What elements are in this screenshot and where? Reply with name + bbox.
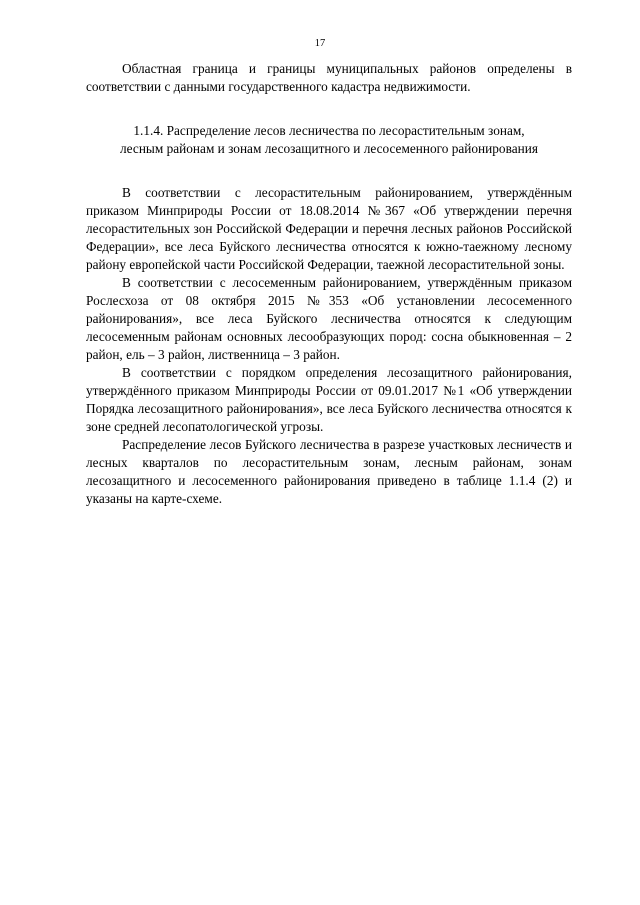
section-heading-line-1: 1.1.4. Распределение лесов лесничества по лесорастительным зонам, xyxy=(133,123,525,138)
section-heading-line-2: лесным районам и зонам лесозащитного и лесосеменного районирования xyxy=(120,141,538,156)
body-paragraph-protection-zoning: В соответствии с порядком определения лесозащитного районирования, утверждённого приказом Минприроды России от 09.01.2017 №1 «Об утверждении Порядка лесозащитного районирования», все леса Буйского лесничества относятся к зоне средней лесопатологической угрозы. xyxy=(86,365,572,434)
body-paragraph-distribution: Распределение лесов Буйского лесничества в разрезе участковых лесничеств и лесных кварталов по лесорастительным зонам, лесным районам, зонам лесозащитного и лесосеменного районирования приведено в таблице 1.1.4 (2) и указаны на карте-схеме. xyxy=(86,437,572,506)
intro-paragraph: Областная граница и границы муниципальных районов определены в соответствии с данными государственного кадастра недвижимости. xyxy=(86,61,572,94)
body-paragraph-forest-growth: В соответствии с лесорастительным районированием, утверждённым приказом Минприроды России от 18.08.2014 №367 «Об утверждении перечня лесорастительных зон Российской Федерации и перечня лесных районов Российской Федерации», все леса Буйского лесничества относятся к южно-таежному лесному району европейской части Российской Федерации, таежной лесорастительной зоны. xyxy=(86,185,572,272)
page-number: 17 xyxy=(314,38,326,49)
page-content xyxy=(86,60,572,508)
section-heading xyxy=(86,122,572,158)
body-paragraph-seed-zoning: В соответствии с лесосеменным районированием, утверждённым приказом Рослесхоза от 08 октября 2015 №353 «Об установлении лесосеменного районирования», все леса Буйского лесничества относятся к следующим лесосеменным районам основных лесообразующих пород: сосна обыкновенная – 2 район, ель – 3 район, лиственница – 3 район. xyxy=(86,275,572,362)
